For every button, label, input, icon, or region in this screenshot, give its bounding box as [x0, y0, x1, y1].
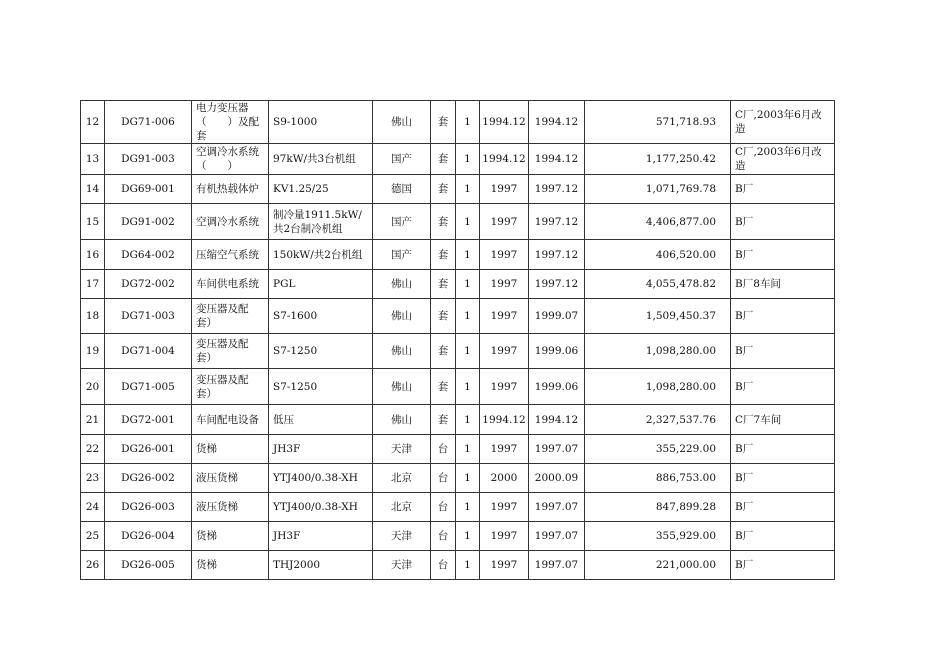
- remarks-cell: B厂: [731, 334, 835, 369]
- amount-cell: 4,055,478.82: [585, 270, 731, 299]
- purchase-date-cell: 1997: [480, 369, 529, 405]
- model-spec-cell: S7-1600: [269, 299, 373, 334]
- table-row: [81, 240, 835, 270]
- row-number-cell: 17: [81, 270, 105, 299]
- remarks-cell: C厂,2003年6月改造: [731, 144, 835, 175]
- row-number-cell: 26: [81, 551, 105, 580]
- quantity-cell: 1: [456, 522, 480, 551]
- remarks-cell: B厂: [731, 493, 835, 522]
- purchase-date-cell: 1997: [480, 299, 529, 334]
- origin-cell: 佛山: [373, 299, 431, 334]
- unit-cell: 套: [431, 299, 456, 334]
- row-number-cell: 15: [81, 204, 105, 240]
- purchase-date-cell: 1994.12: [480, 144, 529, 175]
- unit-cell: 台: [431, 464, 456, 493]
- amount-cell: 1,098,280.00: [585, 334, 731, 369]
- equipment-name-cell: 压缩空气系统: [192, 240, 269, 270]
- purchase-date-cell: 1997: [480, 240, 529, 270]
- purchase-date-cell: 1997: [480, 334, 529, 369]
- unit-cell: 套: [431, 369, 456, 405]
- table-row: [81, 551, 835, 580]
- table-row: [81, 405, 835, 435]
- origin-cell: 佛山: [373, 369, 431, 405]
- unit-cell: 套: [431, 240, 456, 270]
- origin-cell: 北京: [373, 493, 431, 522]
- quantity-cell: 1: [456, 493, 480, 522]
- equipment-name-cell: 电力变压器（ ）及配套: [192, 101, 269, 144]
- table-row: [81, 334, 835, 369]
- origin-cell: 北京: [373, 464, 431, 493]
- table-row: [81, 175, 835, 204]
- purchase-date-cell: 1997: [480, 270, 529, 299]
- start-date-cell: 1997.12: [529, 270, 585, 299]
- equipment-code-cell: DG72-001: [105, 405, 192, 435]
- equipment-code-cell: DG26-002: [105, 464, 192, 493]
- equipment-code-cell: DG71-004: [105, 334, 192, 369]
- remarks-cell: B厂: [731, 299, 835, 334]
- remarks-cell: B厂: [731, 204, 835, 240]
- purchase-date-cell: 1994.12: [480, 405, 529, 435]
- purchase-date-cell: 1997: [480, 493, 529, 522]
- equipment-code-cell: DG71-003: [105, 299, 192, 334]
- start-date-cell: 1999.06: [529, 369, 585, 405]
- equipment-name-cell: 货梯: [192, 522, 269, 551]
- equipment-code-cell: DG64-002: [105, 240, 192, 270]
- purchase-date-cell: 2000: [480, 464, 529, 493]
- remarks-cell: B厂: [731, 551, 835, 580]
- start-date-cell: 1997.12: [529, 175, 585, 204]
- purchase-date-cell: 1997: [480, 522, 529, 551]
- equipment-name-cell: 液压货梯: [192, 464, 269, 493]
- amount-cell: 355,929.00: [585, 522, 731, 551]
- equipment-code-cell: DG91-003: [105, 144, 192, 175]
- start-date-cell: 1997.07: [529, 522, 585, 551]
- table-row: [81, 522, 835, 551]
- row-number-cell: 25: [81, 522, 105, 551]
- unit-cell: 套: [431, 144, 456, 175]
- equipment-table: [80, 100, 835, 580]
- unit-cell: 套: [431, 204, 456, 240]
- row-number-cell: 19: [81, 334, 105, 369]
- remarks-cell: B厂: [731, 240, 835, 270]
- origin-cell: 佛山: [373, 334, 431, 369]
- equipment-code-cell: DG71-006: [105, 101, 192, 144]
- unit-cell: 套: [431, 270, 456, 299]
- amount-cell: 2,327,537.76: [585, 405, 731, 435]
- purchase-date-cell: 1997: [480, 175, 529, 204]
- origin-cell: 国产: [373, 204, 431, 240]
- start-date-cell: 1994.12: [529, 144, 585, 175]
- row-number-cell: 12: [81, 101, 105, 144]
- equipment-code-cell: DG71-005: [105, 369, 192, 405]
- table-row: [81, 299, 835, 334]
- quantity-cell: 1: [456, 299, 480, 334]
- remarks-cell: B厂8车间: [731, 270, 835, 299]
- quantity-cell: 1: [456, 204, 480, 240]
- amount-cell: 847,899.28: [585, 493, 731, 522]
- purchase-date-cell: 1997: [480, 204, 529, 240]
- quantity-cell: 1: [456, 551, 480, 580]
- model-spec-cell: 150kW/共2台机组: [269, 240, 373, 270]
- equipment-code-cell: DG26-005: [105, 551, 192, 580]
- amount-cell: 221,000.00: [585, 551, 731, 580]
- equipment-name-cell: 货梯: [192, 551, 269, 580]
- model-spec-cell: JH3F: [269, 435, 373, 464]
- equipment-name-cell: 有机热载体炉: [192, 175, 269, 204]
- row-number-cell: 20: [81, 369, 105, 405]
- start-date-cell: 1997.07: [529, 551, 585, 580]
- unit-cell: 台: [431, 493, 456, 522]
- table-row: [81, 270, 835, 299]
- start-date-cell: 1997.07: [529, 493, 585, 522]
- equipment-code-cell: DG69-001: [105, 175, 192, 204]
- equipment-name-cell: 变压器及配套）: [192, 299, 269, 334]
- model-spec-cell: S7-1250: [269, 334, 373, 369]
- equipment-name-cell: 车间配电设备: [192, 405, 269, 435]
- model-spec-cell: YTJ400/0.38-XH: [269, 493, 373, 522]
- quantity-cell: 1: [456, 270, 480, 299]
- row-number-cell: 22: [81, 435, 105, 464]
- origin-cell: 国产: [373, 240, 431, 270]
- amount-cell: 355,229.00: [585, 435, 731, 464]
- table-row: [81, 204, 835, 240]
- remarks-cell: C厂,2003年6月改造: [731, 101, 835, 144]
- origin-cell: 天津: [373, 435, 431, 464]
- unit-cell: 套: [431, 405, 456, 435]
- row-number-cell: 23: [81, 464, 105, 493]
- purchase-date-cell: 1997: [480, 435, 529, 464]
- table-row: [81, 101, 835, 144]
- start-date-cell: 1997.07: [529, 435, 585, 464]
- equipment-name-cell: 空调冷水系统: [192, 204, 269, 240]
- quantity-cell: 1: [456, 369, 480, 405]
- origin-cell: 天津: [373, 551, 431, 580]
- start-date-cell: 1997.12: [529, 240, 585, 270]
- origin-cell: 国产: [373, 144, 431, 175]
- remarks-cell: B厂: [731, 464, 835, 493]
- model-spec-cell: PGL: [269, 270, 373, 299]
- model-spec-cell: 低压: [269, 405, 373, 435]
- model-spec-cell: 97kW/共3台机组: [269, 144, 373, 175]
- quantity-cell: 1: [456, 101, 480, 144]
- model-spec-cell: KV1.25/25: [269, 175, 373, 204]
- row-number-cell: 21: [81, 405, 105, 435]
- quantity-cell: 1: [456, 435, 480, 464]
- row-number-cell: 18: [81, 299, 105, 334]
- amount-cell: 571,718.93: [585, 101, 731, 144]
- equipment-name-cell: 变压器及配套）: [192, 369, 269, 405]
- equipment-code-cell: DG91-002: [105, 204, 192, 240]
- quantity-cell: 1: [456, 144, 480, 175]
- remarks-cell: C厂7车间: [731, 405, 835, 435]
- amount-cell: 1,098,280.00: [585, 369, 731, 405]
- start-date-cell: 1994.12: [529, 405, 585, 435]
- start-date-cell: 1997.12: [529, 204, 585, 240]
- remarks-cell: B厂: [731, 522, 835, 551]
- equipment-code-cell: DG26-004: [105, 522, 192, 551]
- row-number-cell: 13: [81, 144, 105, 175]
- unit-cell: 套: [431, 101, 456, 144]
- quantity-cell: 1: [456, 405, 480, 435]
- model-spec-cell: 制冷量1911.5kW/共2台制冷机组: [269, 204, 373, 240]
- purchase-date-cell: 1994.12: [480, 101, 529, 144]
- equipment-code-cell: DG26-003: [105, 493, 192, 522]
- model-spec-cell: S9-1000: [269, 101, 373, 144]
- origin-cell: 佛山: [373, 270, 431, 299]
- quantity-cell: 1: [456, 240, 480, 270]
- quantity-cell: 1: [456, 464, 480, 493]
- model-spec-cell: JH3F: [269, 522, 373, 551]
- remarks-cell: B厂: [731, 435, 835, 464]
- row-number-cell: 14: [81, 175, 105, 204]
- amount-cell: 1,071,769.78: [585, 175, 731, 204]
- row-number-cell: 24: [81, 493, 105, 522]
- equipment-code-cell: DG26-001: [105, 435, 192, 464]
- start-date-cell: 1999.06: [529, 334, 585, 369]
- table-body: [81, 101, 835, 580]
- amount-cell: 4,406,877.00: [585, 204, 731, 240]
- unit-cell: 套: [431, 175, 456, 204]
- origin-cell: 佛山: [373, 405, 431, 435]
- origin-cell: 佛山: [373, 101, 431, 144]
- equipment-name-cell: 货梯: [192, 435, 269, 464]
- amount-cell: 886,753.00: [585, 464, 731, 493]
- table-row: [81, 435, 835, 464]
- amount-cell: 1,177,250.42: [585, 144, 731, 175]
- model-spec-cell: S7-1250: [269, 369, 373, 405]
- table-row: [81, 144, 835, 175]
- equipment-name-cell: 变压器及配套）: [192, 334, 269, 369]
- row-number-cell: 16: [81, 240, 105, 270]
- table-row: [81, 369, 835, 405]
- unit-cell: 套: [431, 334, 456, 369]
- purchase-date-cell: 1997: [480, 551, 529, 580]
- table-row: [81, 464, 835, 493]
- quantity-cell: 1: [456, 334, 480, 369]
- equipment-code-cell: DG72-002: [105, 270, 192, 299]
- remarks-cell: B厂: [731, 369, 835, 405]
- model-spec-cell: THJ2000: [269, 551, 373, 580]
- quantity-cell: 1: [456, 175, 480, 204]
- origin-cell: 天津: [373, 522, 431, 551]
- unit-cell: 台: [431, 551, 456, 580]
- unit-cell: 台: [431, 435, 456, 464]
- remarks-cell: B厂: [731, 175, 835, 204]
- unit-cell: 台: [431, 522, 456, 551]
- equipment-name-cell: 液压货梯: [192, 493, 269, 522]
- model-spec-cell: YTJ400/0.38-XH: [269, 464, 373, 493]
- amount-cell: 1,509,450.37: [585, 299, 731, 334]
- start-date-cell: 2000.09: [529, 464, 585, 493]
- equipment-name-cell: 车间供电系统: [192, 270, 269, 299]
- amount-cell: 406,520.00: [585, 240, 731, 270]
- start-date-cell: 1999.07: [529, 299, 585, 334]
- table-row: [81, 493, 835, 522]
- origin-cell: 德国: [373, 175, 431, 204]
- start-date-cell: 1994.12: [529, 101, 585, 144]
- equipment-name-cell: 空调冷水系统（ ）: [192, 144, 269, 175]
